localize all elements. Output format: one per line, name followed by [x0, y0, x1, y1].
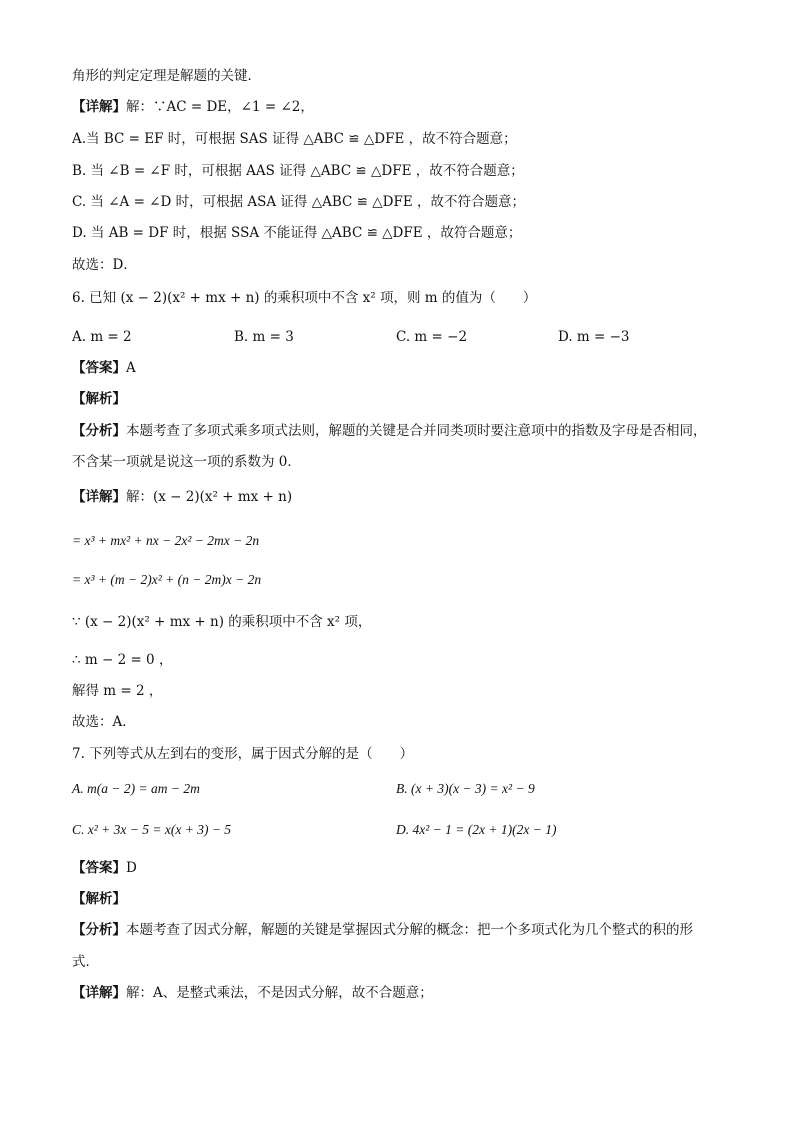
analysis-text: 不含某一项就是说这一项的系数为 0． [72, 454, 301, 470]
detail-text: 解：(x − 2)(x² + mx + n) [126, 489, 293, 505]
analysis-line [72, 889, 126, 909]
answer-value: D [126, 860, 137, 876]
answer-line [72, 858, 137, 878]
option-c: C. m = −2 [396, 329, 468, 345]
question-7: 7. 下列等式从左到右的变形，属于因式分解的是（ ） [72, 746, 414, 762]
answer-value: A [126, 360, 136, 376]
analysis-line [72, 389, 126, 409]
answer-tag: 【答案】 [72, 360, 126, 376]
option-a: A. m(a − 2) = am − 2m [72, 781, 200, 796]
detail-line [72, 487, 292, 507]
option-a: A. m = 2 [72, 329, 132, 345]
detail-tag: 【详解】 [72, 99, 126, 115]
fenxi-tag: 【分析】 [72, 922, 126, 938]
step-line: = x³ + mx² + nx − 2x² − 2mx − 2n [72, 533, 260, 548]
analysis-tag: 【解析】 [72, 391, 126, 407]
analysis-text: 式． [72, 954, 99, 970]
option-c: C. x² + 3x − 5 = x(x + 3) − 5 [72, 822, 232, 837]
question-6: 6. 已知 (x − 2)(x² + mx + n) 的乘积项中不含 x² 项，则 m 的值为（ ） [72, 290, 537, 306]
fenxi-tag: 【分析】 [72, 423, 126, 439]
detail-text: 解：A、是整式乘法，不是因式分解，故不合题意； [126, 985, 433, 1001]
text-line: C. 当 ∠A = ∠D 时，可根据 ASA 证得 △ABC ≌ △DFE ，故不符合题意； [72, 194, 525, 210]
text-line [72, 97, 314, 117]
text-line: 角形的判定定理是解题的关键． [72, 68, 261, 84]
analysis-text [72, 421, 707, 441]
option-b: B. (x + 3)(x − 3) = x² − 9 [396, 781, 535, 796]
fenxi-text: 本题考查了因式分解，解题的关键是掌握因式分解的概念：把一个多项式化为几个整式的积的形 [126, 922, 693, 938]
analysis-tag: 【解析】 [72, 891, 126, 907]
detail-line [72, 983, 433, 1003]
step-line: 故选：A． [72, 714, 136, 730]
detail-text: 解：∵AC = DE，∠1 = ∠2， [126, 99, 314, 115]
text-line: A.当 BC = EF 时，可根据 SAS 证得 △ABC ≌ △DFE ，故不符合题意； [72, 131, 517, 147]
option-d: D. 4x² − 1 = (2x + 1)(2x − 1) [396, 822, 557, 837]
step-line: ∵ (x − 2)(x² + mx + n) 的乘积项中不含 x² 项， [72, 614, 372, 630]
option-b: B. m = 3 [234, 329, 294, 345]
step-line: = x³ + (m − 2)x² + (n − 2m)x − 2n [72, 572, 262, 587]
option-d: D. m = −3 [558, 329, 630, 345]
detail-tag: 【详解】 [72, 489, 126, 505]
answer-tag: 【答案】 [72, 860, 126, 876]
step-line: 解得 m = 2 ， [72, 683, 163, 699]
fenxi-text: 本题考查了多项式乘多项式法则，解题的关键是合并同类项时要注意项中的指数及字母是否相同， [126, 423, 707, 439]
analysis-text [72, 920, 693, 940]
text-line: 故选：D． [72, 257, 137, 273]
text-line: D. 当 AB = DF 时，根据 SSA 不能证得 △ABC ≌ △DFE ，故符合题意； [72, 225, 522, 241]
answer-line [72, 358, 136, 378]
detail-tag: 【详解】 [72, 985, 126, 1001]
text-line: B. 当 ∠B = ∠F 时，可根据 AAS 证得 △ABC ≌ △DFE ，故不符合题意； [72, 163, 524, 179]
step-line: ∴ m − 2 = 0 ， [72, 652, 173, 668]
